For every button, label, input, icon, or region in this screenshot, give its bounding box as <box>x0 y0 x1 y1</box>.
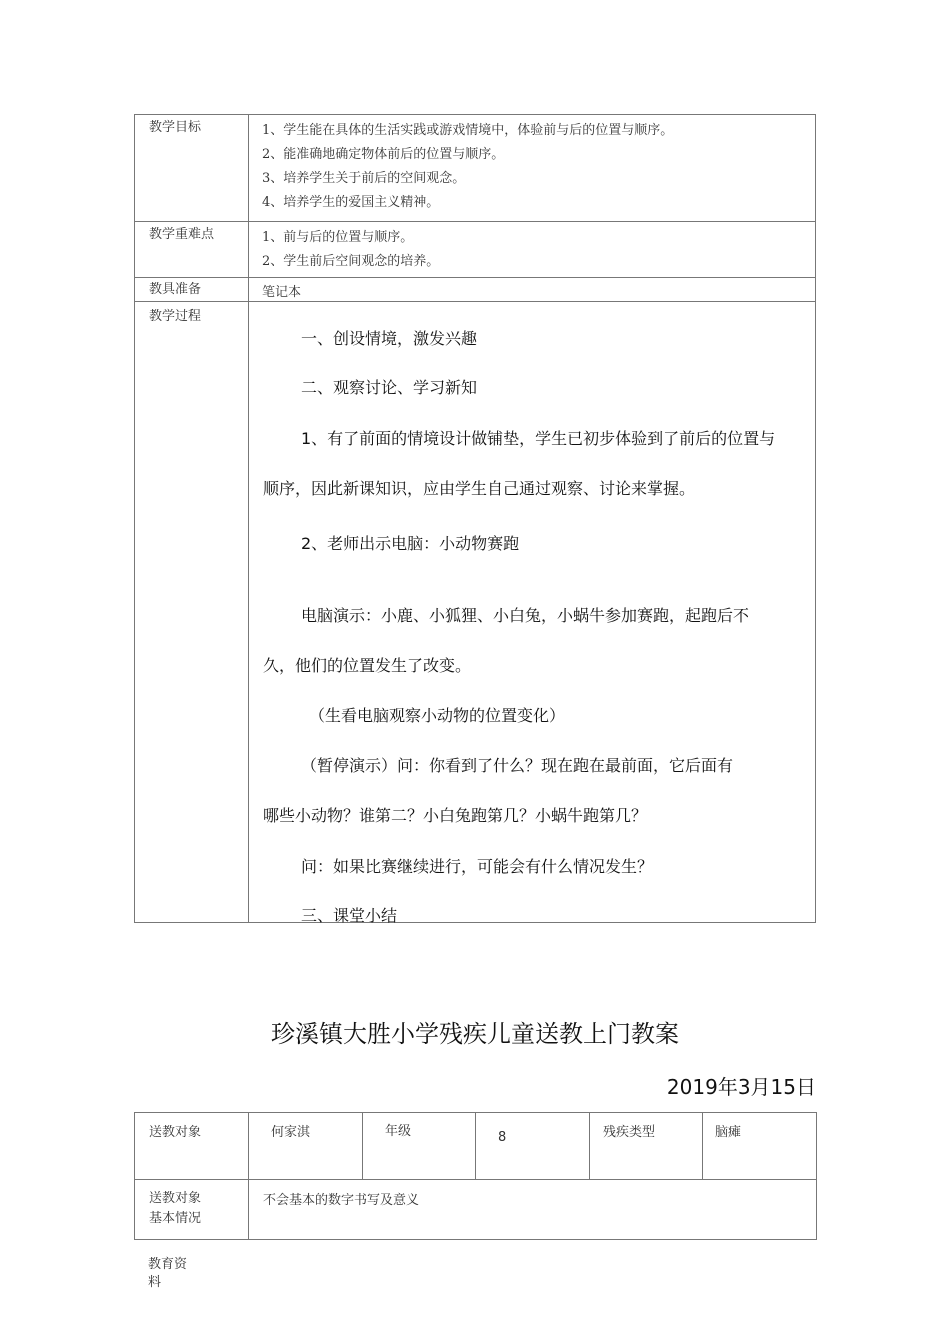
lesson-table <box>134 114 816 923</box>
tools-row <box>135 278 816 302</box>
target-label: 送教对象 <box>135 1113 249 1180</box>
key-points-label: 教学重难点 <box>135 222 249 278</box>
tools-value: 笔记本 <box>249 278 816 302</box>
objective-item: 3、培养学生关于前后的空间观念。 <box>262 171 466 186</box>
tools-label: 教具准备 <box>135 278 249 302</box>
key-point-item: 1、前与后的位置与顺序。 <box>262 230 414 245</box>
footer-line: 料 <box>148 1275 162 1290</box>
basic-label <box>135 1180 249 1240</box>
objective-item: 1、学生能在具体的生活实践或游戏情境中，体验前与后的位置与顺序。 <box>262 123 674 138</box>
process-line: 三、课堂小结 <box>301 906 398 925</box>
objective-item: 4、培养学生的爱国主义精神。 <box>262 195 440 210</box>
objectives-row <box>135 115 816 222</box>
target-name: 何家淇 <box>249 1113 363 1180</box>
disability-value: 脑瘫 <box>703 1113 817 1180</box>
student-info-row <box>135 1113 817 1180</box>
basic-label-line: 送教对象 <box>149 1191 202 1206</box>
key-point-item: 2、学生前后空间观念的培养。 <box>262 254 440 269</box>
objective-item: 2、能准确地确定物体前后的位置与顺序。 <box>262 147 505 162</box>
grade-value: 8 <box>476 1113 590 1180</box>
grade-label: 年级 <box>363 1113 476 1180</box>
process-line: 问：如果比赛继续进行，可能会有什么情况发生？ <box>301 857 654 876</box>
process-line: 顺序，因此新课知识，应由学生自己通过观察、讨论来掌握。 <box>263 479 696 498</box>
process-label: 教学过程 <box>135 302 249 923</box>
footer-line: 教育资 <box>148 1257 188 1272</box>
process-line: 哪些小动物？谁第二？小白兔跑第几？小蜗牛跑第几？ <box>263 806 648 825</box>
basic-value: 不会基本的数字书写及意义 <box>249 1180 817 1240</box>
key-points-cell <box>249 222 816 278</box>
process-line: 一、创设情境，激发兴趣 <box>301 329 478 348</box>
document-date: 2019年3月15日 <box>666 1075 816 1099</box>
footer-note <box>148 1256 187 1292</box>
process-line: 2、老师出示电脑：小动物赛跑 <box>301 534 520 553</box>
process-line: 1、有了前面的情境设计做铺垫，学生已初步体验到了前后的位置与 <box>301 429 776 448</box>
process-line: 二、观察讨论、学习新知 <box>301 378 478 397</box>
process-line: （生看电脑观察小动物的位置变化） <box>309 706 566 725</box>
basic-info-row <box>135 1180 817 1240</box>
document-title: 珍溪镇大胜小学残疾儿童送教上门教案 <box>271 1020 679 1048</box>
key-points-row <box>135 222 816 278</box>
disability-label: 残疾类型 <box>590 1113 703 1180</box>
process-cell <box>249 302 816 923</box>
objectives-cell <box>249 115 816 222</box>
process-line: （暂停演示）问：你看到了什么？现在跑在最前面，它后面有 <box>301 756 734 775</box>
student-table <box>134 1112 817 1240</box>
basic-label-line: 基本情况 <box>149 1211 202 1226</box>
process-line: 久，他们的位置发生了改变。 <box>263 656 472 675</box>
process-row <box>135 302 816 923</box>
process-line: 电脑演示：小鹿、小狐狸、小白兔，小蜗牛参加赛跑，起跑后不 <box>301 606 750 625</box>
objectives-label: 教学目标 <box>135 115 249 222</box>
process-content <box>249 302 815 925</box>
